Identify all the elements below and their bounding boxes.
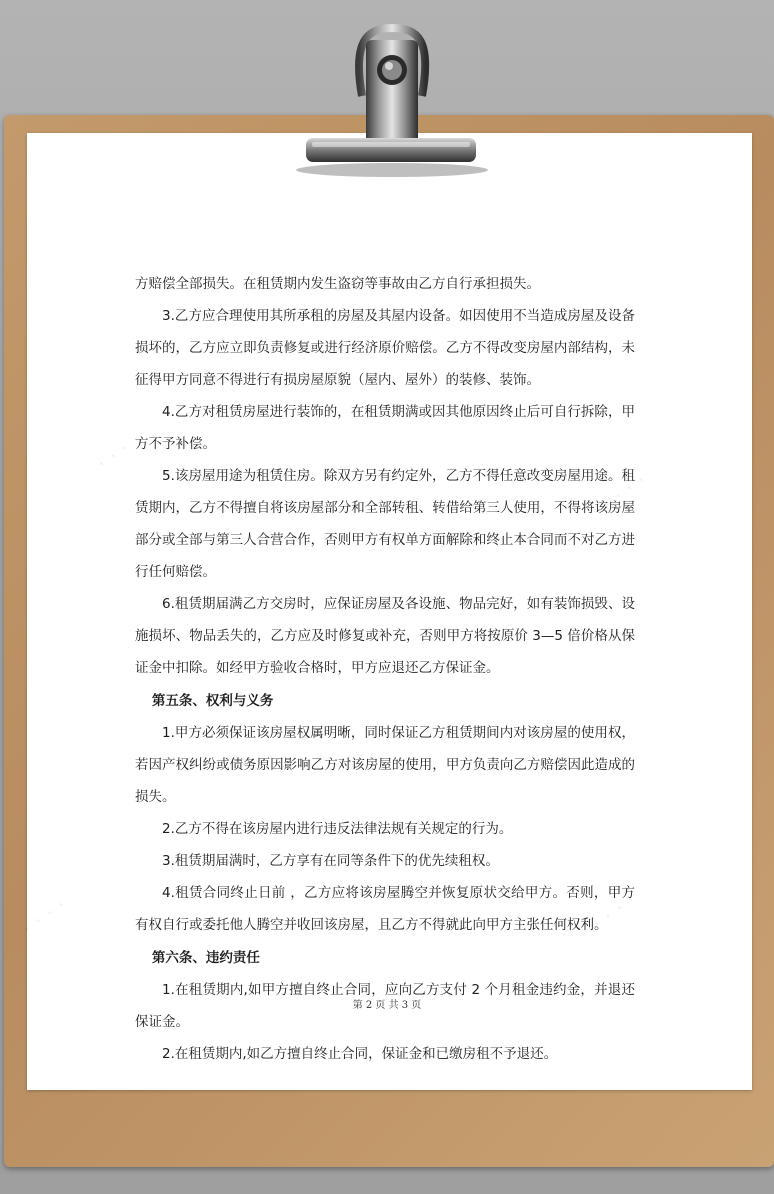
paragraph: 4.租赁合同终止日前 ，乙方应将该房屋腾空并恢复原状交给甲方。否则，甲方有权自行或委托他人腾空并收回该房屋，且乙方不得就此向甲方主张任何权利。 — [135, 885, 635, 933]
watermark: · · · · — [587, 888, 642, 937]
paragraph: 1.在租赁期内,如甲方擅自终止合同，应向乙方支付 2 个月租金违约金，并退还保证金。 — [135, 982, 635, 1030]
paragraph: 2.在租赁期内,如乙方擅自终止合同，保证金和已缴房租不予退还。 — [162, 1046, 558, 1062]
section-heading: 第六条、违约责任 — [151, 950, 260, 966]
section-heading: 第五条、权利与义务 — [151, 693, 274, 709]
paragraph: 4.乙方对租赁房屋进行装饰的，在租赁期满或因其他原因终止后可自行拆除，甲方不予补偿。 — [135, 404, 635, 452]
binder-clip-icon — [0, 0, 774, 200]
watermark: · · · · — [92, 428, 147, 477]
paragraph: 5.该房屋用途为租赁住房。除双方另有约定外，乙方不得任意改变房屋用途。租赁期内，乙方不得擅自将该房屋部分和全部转租、转借给第三人使用，不得将该房屋部分或全部与第三人合营合作，否则甲方有权单方面解除和终止本合同而不对乙方进行任何赔偿。 — [135, 468, 635, 580]
paragraph: 1.甲方必须保证该房屋权属明晰，同时保证乙方租赁期间内对该房屋的使用权，若因产权纠纷或债务原因影响乙方对该房屋的使用，甲方负责向乙方赔偿因此造成的损失。 — [135, 725, 635, 805]
paragraph: 6.租赁期届满乙方交房时，应保证房屋及各设施、物品完好，如有装饰损毁、设施损坏、物品丢失的，乙方应及时修复或补充，否则甲方将按原价 3—5 倍价格从保证金中扣除。如经甲方验收合格时，甲方应退还乙方保证金。 — [135, 596, 635, 676]
paragraph: 3.乙方应合理使用其所承租的房屋及其屋内设备。如因使用不当造成房屋及设备损坏的，乙方应立即负责修复或进行经济原价赔偿。乙方不得改变房屋内部结构，未征得甲方同意不得进行有损房屋原貌（屋内、屋外）的装修、装饰。 — [135, 308, 635, 388]
paragraph: 3.租赁期届满时，乙方享有在同等条件下的优先续租权。 — [162, 853, 499, 869]
page-number: 第 2 页 共 3 页 — [352, 1000, 422, 1011]
paragraph: 方赔偿全部损失。在租赁期内发生盗窃等事故由乙方自行承担损失。 — [135, 276, 540, 292]
document-body — [135, 268, 635, 1070]
paragraph: 2.乙方不得在该房屋内进行违反法律法规有关规定的行为。 — [162, 821, 513, 837]
watermark: · · · · — [597, 468, 652, 517]
watermark: · · · · — [17, 893, 72, 942]
